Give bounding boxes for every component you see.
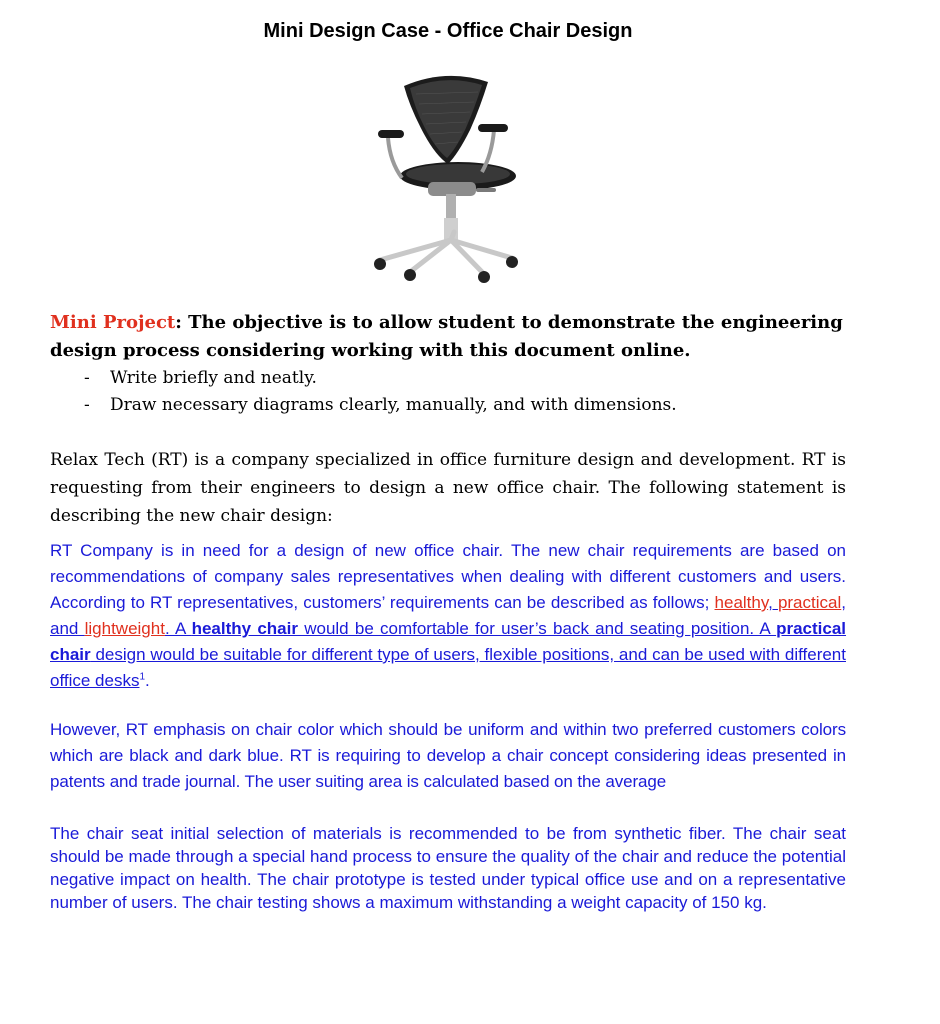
project-objective-text: : The objective is to allow student to demonstrate the engineering design process considering working with this document online. [50,312,843,361]
para1-text-a: RT Company is in need for a design of new office chair. The new chair requirements are based on recommendations of company sales representatives when dealing with different customers and users. According to RT representatives, customers’ requirements can be described as follows; [50,541,846,612]
keyword-lightweight: lightweight [84,619,165,638]
para1-text-d: design would be suitable for different type of users, flexible positions, and can be used with different office desks [50,645,846,690]
project-label: Mini Project [50,312,176,333]
keyword-practical: practical [777,593,842,612]
mini-project-section [50,309,846,419]
bold-practical-chair: practical chair [50,619,847,664]
para1-text-c: would be comfortable for user’s back and seating position. A [297,619,777,638]
instruction-list [50,365,846,419]
para1-sep2: , and [50,593,846,638]
para1-sep1: , [768,593,778,612]
para1-text-e: . [145,671,150,690]
office-chair-image [366,68,526,283]
intro-paragraph: Relax Tech (RT) is a company specialized in office furniture design and development. RT is requesting from their engineers to design a new office chair. The following statement is describing the new chair design: [50,450,846,526]
document-title: Mini Design Case - Office Chair Design [263,20,633,42]
requirements-paragraph [50,538,846,694]
instruction-item: - Write briefly and neatly. [50,365,846,392]
bold-healthy-chair: healthy chair [191,619,298,638]
color-paragraph: However, RT emphasis on chair color which should be uniform and within two preferred customers colors which are black and dark blue. RT is requiring to develop a chair concept considering ideas presented in patents and trade journal. The user suiting area is calculated based on the average [50,720,846,791]
para1-text-b: . A [164,619,192,638]
project-objective [50,309,846,365]
materials-paragraph: The chair seat initial selection of materials is recommended to be from synthetic fiber. The chair seat should be made through a special hand process to ensure the quality of the chair and reduce the potential negative impact on health. The chair prototype is tested under typical office use and on a representative number of users. The chair testing shows a maximum withstanding a weight capacity of 150 kg. [50,824,846,912]
keyword-healthy: healthy [714,593,769,612]
instruction-item: - Draw necessary diagrams clearly, manually, and with dimensions. [50,392,846,419]
footnote-marker: 1 [139,671,146,683]
